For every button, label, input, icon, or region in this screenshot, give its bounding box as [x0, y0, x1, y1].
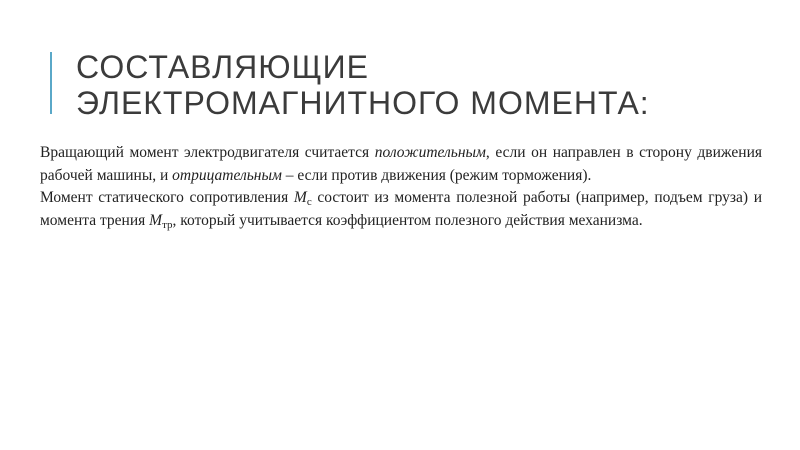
paragraph-2-text-2: состоит из момента полезной работы (например, подъем груза) и момента трения [40, 189, 762, 229]
accent-bar [50, 52, 52, 114]
paragraph-1-text-3: – если против движения (режим торможения). [281, 166, 592, 184]
paragraph-1-text-1: Вращающий момент электродвигателя считается [40, 144, 375, 161]
title-line-1: СОСТАВЛЯЮЩИЕ [76, 49, 369, 85]
slide-title [76, 49, 776, 121]
paragraph-2-text-3: , который учитывается коэффициентом полезного действия механизма. [172, 211, 643, 229]
title-line-2: ЭЛЕКТРОМАГНИТНОГО МОМЕНТА: [76, 85, 650, 121]
paragraph-2-text-1: Момент статического сопротивления [40, 189, 294, 206]
symbol-m-c: M [293, 189, 307, 206]
subscript-c: c [306, 196, 312, 208]
paragraph-torque-sign [40, 142, 762, 187]
term-negative: отрицательным [172, 166, 282, 184]
slide-body [40, 142, 762, 232]
term-positive: положительным [374, 144, 486, 161]
subscript-tr: тр [162, 218, 173, 231]
paragraph-static-moment [40, 187, 762, 232]
symbol-m-tr: M [149, 211, 163, 229]
paragraph-1-text-2: , если он направлен в сторону движения рабочей машины, и [40, 144, 762, 184]
